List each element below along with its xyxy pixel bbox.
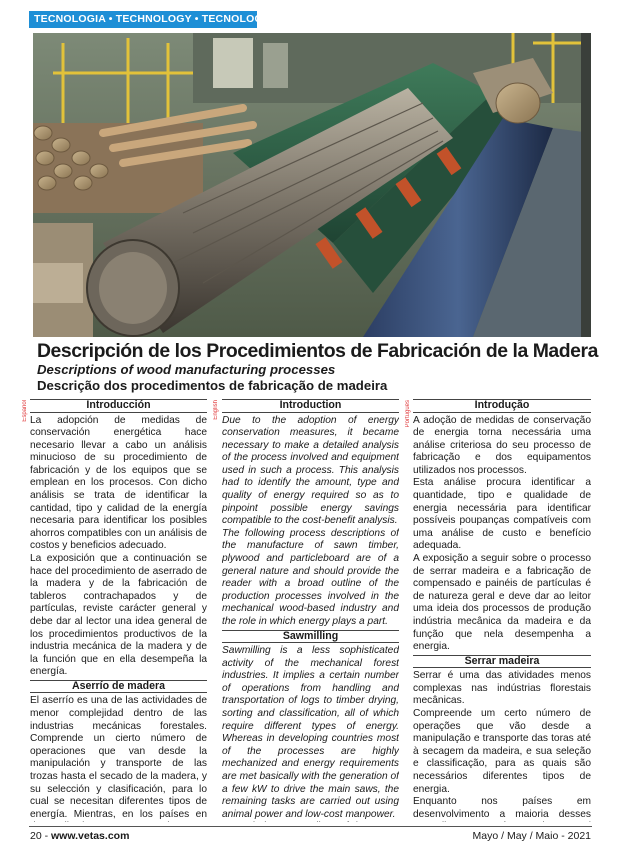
section-heading: Introdução xyxy=(413,399,591,413)
paragraph xyxy=(222,821,399,822)
footer-date: Mayo / May / Maio - 2021 xyxy=(472,830,591,842)
section-heading: Introduction xyxy=(222,399,399,413)
section-heading: Aserrío de madera xyxy=(30,680,207,694)
paragraph: A exposição a seguir sobre o processo de serrar madeira e a fabricação de compensado e painéis de partículas é de natureza geral e deve dar ao leitor uma ideia dos processos de produção indústria mecânica da madeira e da função que nela desempenha a energia. xyxy=(413,553,591,653)
paragraph: Esta análise procura identificar a quantidade, tipo e qualidade de energia necessária para identificar possíveis poupanças compatíveis com uma análise de custo e benefício adequada. xyxy=(413,477,591,552)
lang-label-pt: Português xyxy=(405,400,411,428)
section-heading: Sawmilling xyxy=(222,630,399,644)
paragraph: Sawmilling is a less sophisticated activity of the mechanical forest industries. It implies a certain number of operations from handling and transportation of logs to timber drying, sorting and classification, all of which require different types of energy. Whereas in developing countries most of the processes are highly mechanized and energy requirements are met basically with the generation of a few kW to drive the main saws, the remaining tasks are carried out using animal power and low-cost manpower. xyxy=(222,645,399,820)
section-heading: Serrar madeira xyxy=(413,655,591,669)
article-title: Descripción de los Procedimientos de Fabricación de la Madera xyxy=(37,340,598,362)
lang-label-en: English xyxy=(213,400,219,420)
paragraph: Serrar é uma das atividades menos complexas nas indústrias florestais mecânicas. xyxy=(413,670,591,707)
sawmill-photo xyxy=(33,33,591,337)
footer-divider xyxy=(29,826,592,827)
paragraph: La exposición que a continuación se hace del procedimiento de aserrado de la madera y de la fabricación de tableros contrachapados y de partículas, reviste carácter general y debe dar al lector una idea general de los procedimientos productivos de la industria mecánica de la madera y de la función que en ella desempeña la energía. xyxy=(30,553,207,678)
paragraph: Compreende um certo número de operações que vão desde a manipulação e transporte das toras até à secagem da madeira, e sua seleção e classificação, para as quais são necessários diferentes tipos de energia. xyxy=(413,708,591,795)
column-portuguese xyxy=(413,398,591,822)
footer-page xyxy=(30,830,129,842)
paragraph: La adopción de medidas de conservación energética hace necesario llevar a cabo un análisis minucioso de su procedimiento de fabricación y de los equipos que se emplean en los procesos. Con dicho análisis se trata de identificar la cantidad, tipo y calidad de la energía necesaria para identificar los posibles ahorros compatibles con un análisis de costos y beneficios adecuado. xyxy=(30,414,207,552)
section-heading: Introducción xyxy=(30,399,207,413)
page-number: 20 - xyxy=(30,830,52,842)
paragraph: The following process descriptions of the manufacture of sawn timber, plywood and particleboard are of a general nature and should provide the reader with a broad outline of the production processes involved in the mechanical wood-based industry and the role in which energy plays a part. xyxy=(222,527,399,627)
lang-label-es: Español xyxy=(22,400,28,422)
article-subtitle-en: Descriptions of wood manufacturing processes xyxy=(37,362,336,377)
paragraph: Enquanto nos países em desenvolvimento a maioria desses xyxy=(413,796,591,820)
site-link[interactable]: www.vetas.com xyxy=(51,830,130,842)
paragraph: Due to the adoption of energy conservation measures, it became necessary to make a detailed analysis of the process involved and equipment used in such a process. This analysis had to identify the amount, type and quality of energy required so as to pinpoint possible energy savings compatible to the cost-benefit analysis. xyxy=(222,414,399,527)
article-subtitle-pt: Descrição dos procedimentos de fabricação de madeira xyxy=(37,378,388,393)
section-tag: TECNOLOGIA • TECHNOLOGY • TECNOLOGIA xyxy=(29,11,257,28)
column-spanish xyxy=(30,398,207,822)
column-english xyxy=(222,398,399,822)
paragraph: El aserrío es una de las actividades de menor complejidad dentro de las industrias mecánicas forestales. Comprende un cierto número de operaciones que van desde la manipulación y transporte de las trozas hasta el secado de la madera, y su selección y clasificación, para lo cual se necesitan diferentes tipos de energía. Mientras, en los países en xyxy=(30,695,207,820)
paragraph: A adoção de medidas de conservação de energia torna necessária uma análise criteriosa do seu processo de fabricação e dos equipamentos utilizados nos processos. xyxy=(413,414,591,476)
